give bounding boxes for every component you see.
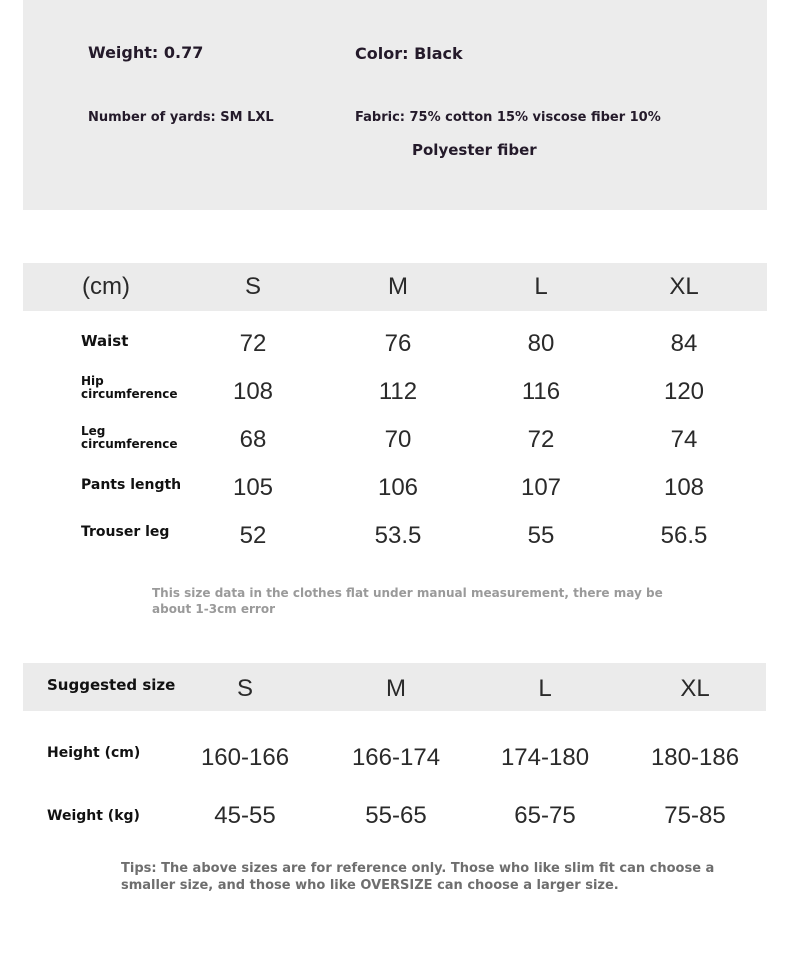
size-tips xyxy=(121,860,714,894)
row-label-leg-line1: Leg xyxy=(81,424,106,438)
row-label-height: Height (cm) xyxy=(47,745,141,761)
row-label-trouser-leg: Trouser leg xyxy=(81,524,170,540)
table-cell: 75-85 xyxy=(664,802,726,829)
measurement-note-line2: about 1-3cm error xyxy=(152,602,275,616)
row-label-hip xyxy=(81,375,178,400)
row-label-pants-length: Pants length xyxy=(81,477,182,493)
table-cell: 45-55 xyxy=(214,802,276,829)
size-chart-header-m: M xyxy=(388,273,408,300)
table-cell: 68 xyxy=(239,426,267,453)
table-cell: 174-180 xyxy=(500,744,590,771)
size-chart-header-s: S xyxy=(244,273,262,300)
size-chart-header-xl: XL xyxy=(669,273,699,300)
table-cell: 56.5 xyxy=(660,522,708,549)
table-cell: 84 xyxy=(670,330,698,357)
fabric-info-line2: Polyester fiber xyxy=(412,141,537,159)
size-tips-line1: Tips: The above sizes are for reference only. Those who like slim fit can choose a xyxy=(121,861,715,876)
size-chart-unit-header: (cm) xyxy=(82,273,130,300)
table-cell: 106 xyxy=(377,474,419,501)
table-cell: 65-75 xyxy=(514,802,576,829)
table-cell: 160-166 xyxy=(200,744,290,771)
row-label-weight: Weight (kg) xyxy=(47,808,140,824)
table-cell: 180-186 xyxy=(650,744,740,771)
size-tips-line2: smaller size, and those who like OVERSIZE can choose a larger size. xyxy=(121,878,619,893)
table-cell: 55 xyxy=(527,522,555,549)
table-cell: 52 xyxy=(239,522,267,549)
table-cell: 116 xyxy=(521,378,561,405)
table-cell: 76 xyxy=(384,330,412,357)
size-chart-header-l: L xyxy=(534,273,548,300)
row-label-leg-line2: circumference xyxy=(81,436,178,451)
fabric-info-line1: Fabric: 75% cotton 15% viscose fiber 10% xyxy=(355,110,661,125)
measurement-note xyxy=(152,585,663,617)
row-label-leg xyxy=(81,425,178,450)
suggested-header-m: M xyxy=(386,675,406,702)
yards-info: Number of yards: SM LXL xyxy=(88,110,274,125)
table-cell: 53.5 xyxy=(374,522,422,549)
table-cell: 74 xyxy=(670,426,698,453)
table-cell: 107 xyxy=(520,474,562,501)
weight-info: Weight: 0.77 xyxy=(88,43,204,62)
row-label-waist: Waist xyxy=(81,332,129,350)
table-cell: 72 xyxy=(239,330,267,357)
table-cell: 80 xyxy=(527,330,555,357)
table-cell: 72 xyxy=(527,426,555,453)
measurement-note-line1: This size data in the clothes flat under manual measurement, there may be xyxy=(152,586,663,600)
product-info-panel xyxy=(23,0,767,210)
table-cell: 70 xyxy=(384,426,412,453)
color-info: Color: Black xyxy=(355,44,463,63)
table-cell: 120 xyxy=(663,378,705,405)
table-cell: 108 xyxy=(232,378,274,405)
table-cell: 108 xyxy=(663,474,705,501)
table-cell: 105 xyxy=(232,474,274,501)
suggested-header-l: L xyxy=(538,675,552,702)
row-label-hip-line1: Hip xyxy=(81,374,104,388)
row-label-hip-line2: circumference xyxy=(81,386,178,401)
table-cell: 166-174 xyxy=(351,744,441,771)
suggested-size-header: Suggested size xyxy=(47,676,176,694)
table-cell: 55-65 xyxy=(365,802,427,829)
table-cell: 112 xyxy=(378,378,418,405)
suggested-header-xl: XL xyxy=(680,675,710,702)
suggested-header-s: S xyxy=(236,675,254,702)
